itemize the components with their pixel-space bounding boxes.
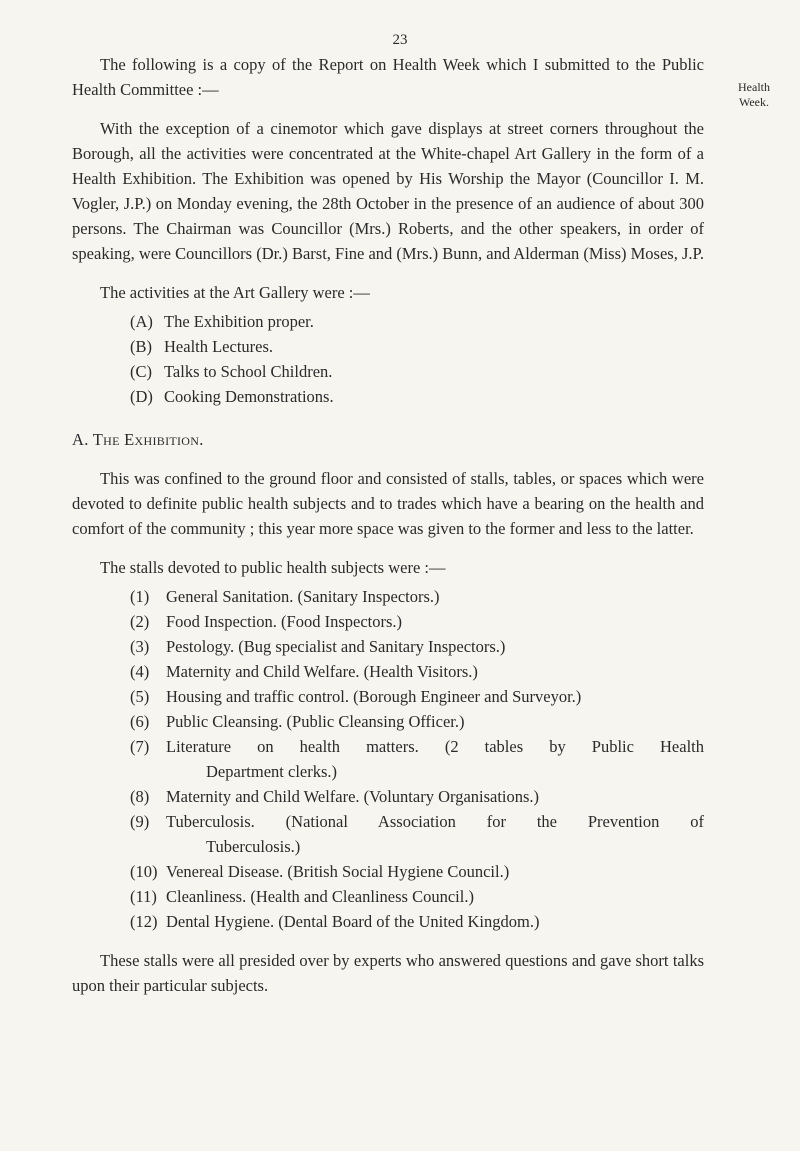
list-item xyxy=(130,609,704,634)
item-text: Literature on health matters. (2 tables by Public Health xyxy=(166,737,704,756)
item-marker: (B) xyxy=(130,337,152,356)
list-item xyxy=(130,309,704,334)
item-text: The Exhibition proper. xyxy=(164,312,314,331)
item-text: Cleanliness. (Health and Cleanliness Council.) xyxy=(166,887,474,906)
item-text: Tuberculosis. (National Association for the Prevention of xyxy=(166,812,704,831)
item-marker: (8) xyxy=(130,787,150,806)
item-marker: (3) xyxy=(130,637,150,656)
list-item xyxy=(130,684,704,709)
margin-note-line: Health xyxy=(738,80,770,94)
margin-note-line: Week. xyxy=(738,95,770,109)
list-item xyxy=(130,784,704,809)
list-item xyxy=(130,859,704,884)
item-marker: (1) xyxy=(130,587,150,606)
item-text-continued: Tuberculosis.) xyxy=(206,837,301,856)
stalls-list xyxy=(130,584,704,934)
list-item xyxy=(130,884,704,909)
item-marker: (4) xyxy=(130,662,150,681)
item-text: Dental Hygiene. (Dental Board of the United Kingdom.) xyxy=(166,912,540,931)
item-text: Health Lectures. xyxy=(164,337,274,356)
opening-paragraph: With the exception of a cinemotor which gave displays at street corners throughout the Borough, all the activities were concentrated at the White-chapel Art Gallery in the form of a Health Exhibition. The Exhibition was opened by His Worship the Mayor (Councillor I. M. Vogler, J.P.) on Monday evening, the 28th October in the presence of an audience of about 300 persons. The Chairman was Councillor (Mrs.) Roberts, and the other speakers, in order of speaking, were Councillors (Dr.) Barst, Fine and (Mrs.) Bunn, and Alderman (Miss) Moses, J.P. xyxy=(72,119,704,263)
item-text: Talks to School Children. xyxy=(164,362,333,381)
item-text-continued: Department clerks.) xyxy=(206,762,338,781)
item-text: Venereal Disease. (British Social Hygiene Council.) xyxy=(166,862,510,881)
list-item xyxy=(130,734,704,784)
list-item xyxy=(130,659,704,684)
report-body xyxy=(72,52,704,998)
item-marker: (2) xyxy=(130,612,150,631)
list-item xyxy=(130,359,704,384)
item-marker: (5) xyxy=(130,687,150,706)
list-item xyxy=(130,384,704,409)
item-text: Cooking Demonstrations. xyxy=(164,387,334,406)
item-marker: (6) xyxy=(130,712,150,731)
activities-list xyxy=(130,309,704,409)
item-text: Housing and traffic control. (Borough Engineer and Surveyor.) xyxy=(166,687,582,706)
item-marker: (7) xyxy=(130,737,150,756)
list-item xyxy=(130,809,704,859)
exhibition-paragraph: This was confined to the ground floor and consisted of stalls, tables, or spaces which were devoted to definite public health subjects and to trades which have a bearing on the health and comfort of the community ; this year more space was given to the former and less to the latter. xyxy=(72,469,704,538)
closing-paragraph: These stalls were all presided over by experts who answered questions and gave short talks upon their particular subjects. xyxy=(72,951,704,995)
item-text: Food Inspection. (Food Inspectors.) xyxy=(166,612,403,631)
item-marker: (D) xyxy=(130,387,153,406)
section-heading: A. The Exhibition. xyxy=(72,430,204,449)
item-marker: (C) xyxy=(130,362,152,381)
item-text: General Sanitation. (Sanitary Inspectors.) xyxy=(166,587,440,606)
item-marker: (10) xyxy=(130,862,158,881)
item-text: Pestology. (Bug specialist and Sanitary Inspectors.) xyxy=(166,637,506,656)
list-item xyxy=(130,909,704,934)
list-item xyxy=(130,634,704,659)
list-item xyxy=(130,709,704,734)
list-item xyxy=(130,584,704,609)
item-marker: (12) xyxy=(130,912,158,931)
intro-paragraph: The following is a copy of the Report on Health Week which I submitted to the Public Health Committee :— xyxy=(72,55,704,99)
margin-note xyxy=(718,80,790,110)
item-text: Public Cleansing. (Public Cleansing Officer.) xyxy=(166,712,465,731)
item-marker: (9) xyxy=(130,812,150,831)
list-item xyxy=(130,334,704,359)
page-number: 23 xyxy=(392,32,408,48)
item-text: Maternity and Child Welfare. (Health Visitors.) xyxy=(166,662,478,681)
item-text: Maternity and Child Welfare. (Voluntary Organisations.) xyxy=(166,787,540,806)
item-marker: (A) xyxy=(130,312,153,331)
stalls-intro: The stalls devoted to public health subjects were :— xyxy=(100,558,446,577)
activities-intro: The activities at the Art Gallery were :— xyxy=(100,283,370,302)
item-marker: (11) xyxy=(130,887,157,906)
